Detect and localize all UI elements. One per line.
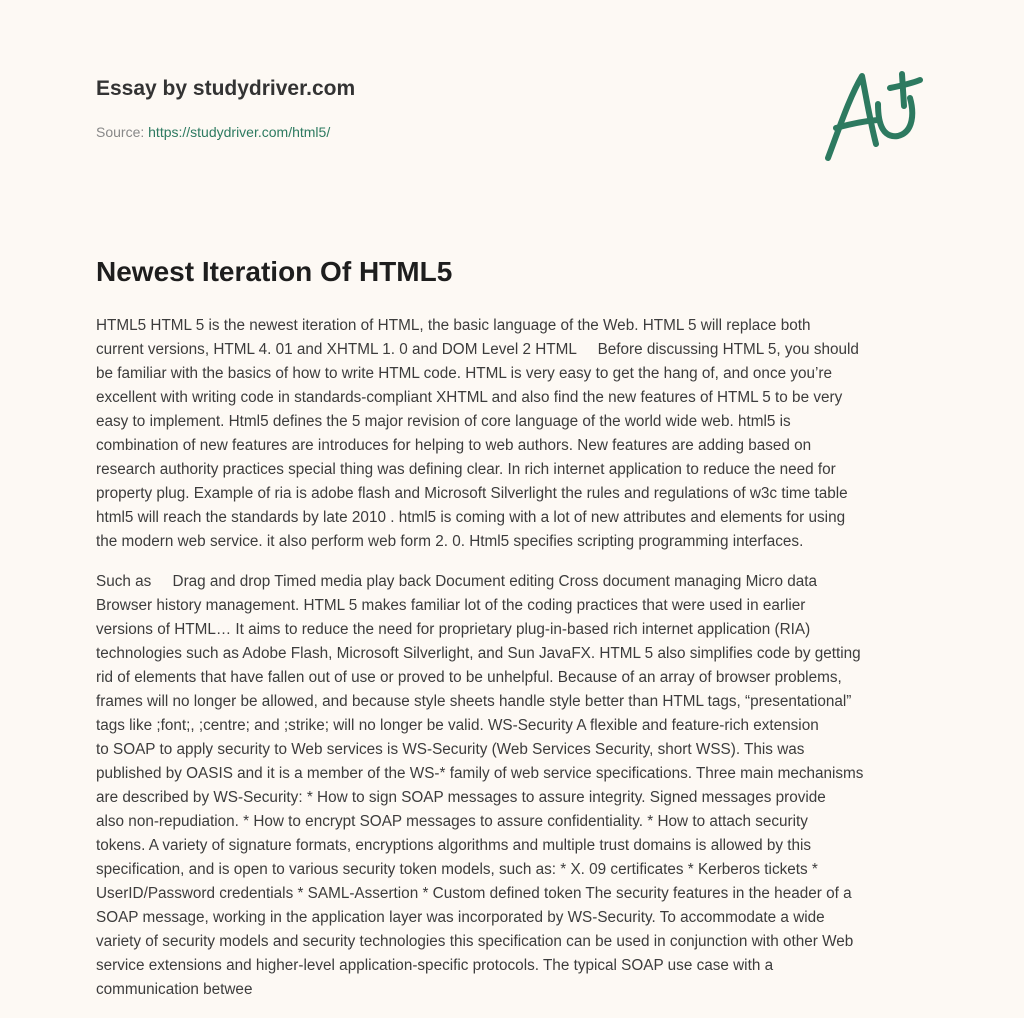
text-line: rid of elements that have fallen out of use or proved to be unhelpful. Because of an array of browser problems,	[96, 669, 842, 686]
text-line: variety of security models and security technologies this specification can be used in conjunction with other Web	[96, 933, 854, 950]
text-line: research authority practices special thing was defining clear. In rich internet application to reduce the need for	[96, 461, 836, 478]
text-line: the modern web service. it also perform web form 2. 0. Html5 specifies scripting programming interfaces.	[96, 533, 804, 550]
text-line: to SOAP to apply security to Web services is WS-Security (Web Services Security, short WSS). This was	[96, 741, 805, 758]
text-line: property plug. Example of ria is adobe flash and Microsoft Silverlight the rules and regulations of w3c time table	[96, 485, 848, 502]
text-line: are described by WS-Security: * How to sign SOAP messages to assure integrity. Signed messages provide	[96, 789, 826, 806]
text-line: Such as Drag and drop Timed media play back Document editing Cross document managing Micro data	[96, 573, 818, 590]
text-line: also non-repudiation. * How to encrypt SOAP messages to assure confidentiality. * How to attach security	[96, 813, 808, 830]
paragraph-2	[96, 570, 863, 1002]
text-line: combination of new features are introduces for helping to web authors. New features are adding based on	[96, 437, 812, 454]
text-line: tokens. A variety of signature formats, encryptions algorithms and multiple trust domains is allowed by this	[96, 837, 812, 854]
article-title: Newest Iteration Of HTML5	[96, 256, 453, 287]
text-line: SOAP message, working in the application layer was incorporated by WS-Security. To accommodate a wide	[96, 909, 825, 926]
a-plus-logo-icon	[818, 66, 930, 166]
text-line: be familiar with the basics of how to write HTML code. HTML is very easy to get the hang of, and once you’re	[96, 365, 833, 382]
text-line: technologies such as Adobe Flash, Microsoft Silverlight, and Sun JavaFX. HTML 5 also simplifies code by getting	[96, 645, 861, 662]
source-link[interactable]: https://studydriver.com/html5/	[148, 124, 331, 140]
text-line: Browser history management. HTML 5 makes familiar lot of the coding practices that were used in earlier	[96, 597, 806, 614]
text-line: communication betwee	[96, 981, 253, 998]
text-line: service extensions and higher-level application-specific protocols. The typical SOAP use case with a	[96, 957, 774, 974]
source-label: Source:	[96, 124, 149, 140]
text-line: published by OASIS and it is a member of the WS-* family of web service specifications. Three main mechanisms	[96, 765, 864, 782]
text-line: tags like ;font;, ;centre; and ;strike; will no longer be valid. WS-Security A flexible and feature-rich extension	[96, 717, 819, 734]
text-line: current versions, HTML 4. 01 and XHTML 1. 0 and DOM Level 2 HTML Before discussing HTML 5, you should	[96, 341, 859, 358]
text-line: specification, and is open to various security token models, such as: * X. 09 certificates * Kerberos tickets *	[96, 861, 818, 878]
text-line: versions of HTML… It aims to reduce the need for proprietary plug-in-based rich internet application (RIA)	[96, 621, 811, 638]
text-line: excellent with writing code in standards-compliant XHTML and also find the new features of HTML 5 to be very	[96, 389, 843, 406]
source-line	[96, 124, 330, 140]
text-line: UserID/Password credentials * SAML-Assertion * Custom defined token The security features in the header of a	[96, 885, 852, 902]
text-line: easy to implement. Html5 defines the 5 major revision of core language of the world wide web. html5 is	[96, 413, 791, 430]
paragraph-1	[96, 314, 859, 554]
text-line: frames will no longer be allowed, and because style sheets handle style better than HTML tags, “presentational”	[96, 693, 852, 710]
site-title: Essay by studydriver.com	[96, 77, 356, 100]
text-line: HTML5 HTML 5 is the newest iteration of HTML, the basic language of the Web. HTML 5 will replace both	[96, 317, 811, 334]
text-line: html5 will reach the standards by late 2010 . html5 is coming with a lot of new attributes and elements for using	[96, 509, 846, 526]
